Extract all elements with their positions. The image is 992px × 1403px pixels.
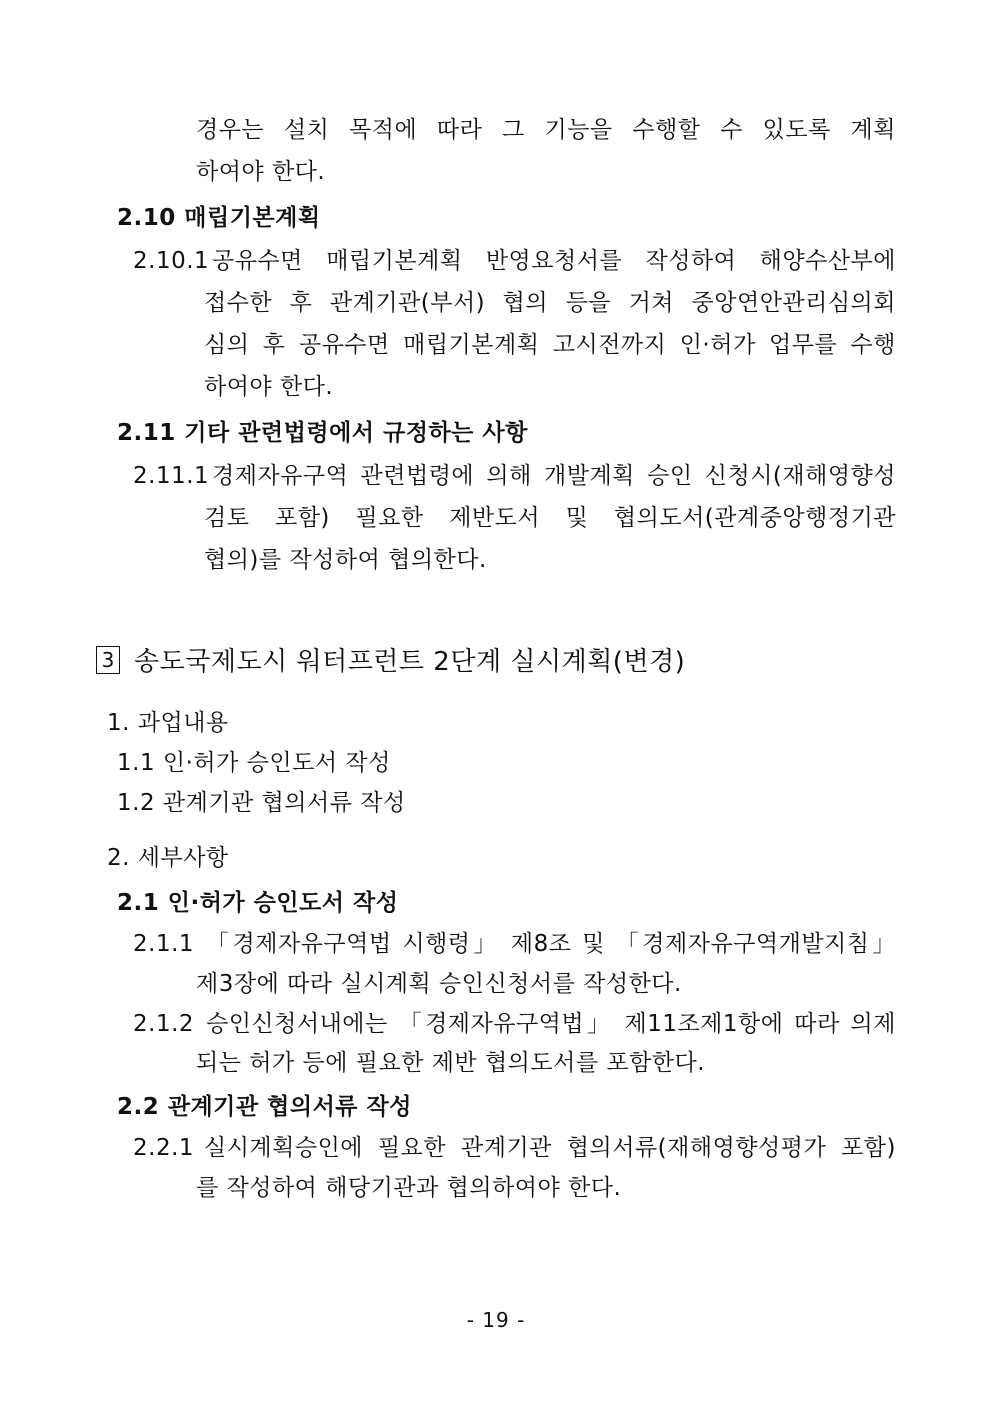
list-item: 2. 세부사항 xyxy=(107,845,229,871)
item-number: 2.1.2 xyxy=(133,1011,195,1037)
subsection-heading: 2.2 관계기관 협의서류 작성 xyxy=(117,1094,412,1120)
text-line: 경제자유구역 관련법령에 의해 개발계획 승인 신청시(재해영향성 xyxy=(212,463,896,489)
text-line: 「경제자유구역법 시행령」 제8조 및 「경제자유구역개발지침」 xyxy=(206,931,896,957)
text-line: 제3장에 따라 실시계획 승인신청서를 작성한다. xyxy=(196,971,682,997)
list-item: 1.2 관계기관 협의서류 작성 xyxy=(117,790,406,816)
text-line: 협의)를 작성하여 협의한다. xyxy=(204,547,487,573)
text-line: 경우는 설치 목적에 따라 그 기능을 수행할 수 있도록 계획 xyxy=(196,117,896,143)
section-number-box: 3 xyxy=(96,646,120,674)
item-number: 2.2.1 xyxy=(133,1135,195,1161)
section-title: 송도국제도시 워터프런트 2단계 실시계획(변경) xyxy=(134,647,686,677)
list-item: 1.1 인·허가 승인도서 작성 xyxy=(117,750,391,776)
list-item: 1. 과업내용 xyxy=(107,710,229,736)
subsection-heading: 2.10 매립기본계획 xyxy=(117,205,321,231)
item-number: 2.1.1 xyxy=(133,931,195,957)
text-line: 심의 후 공유수면 매립기본계획 고시전까지 인·허가 업무를 수행 xyxy=(204,332,896,358)
item-number: 2.10.1 xyxy=(133,248,210,274)
subsection-heading: 2.11 기타 관련법령에서 규정하는 사항 xyxy=(117,420,528,446)
text-line: 공유수면 매립기본계획 반영요청서를 작성하여 해양수산부에 xyxy=(212,248,896,274)
text-line: 승인신청서내에는 「경제자유구역법」 제11조제1항에 따라 의제 xyxy=(206,1011,896,1037)
page-number: - 19 - xyxy=(466,1308,526,1332)
section-heading xyxy=(96,645,685,679)
text-line: 되는 허가 등에 필요한 제반 협의도서를 포함한다. xyxy=(196,1050,706,1076)
subsection-heading: 2.1 인·허가 승인도서 작성 xyxy=(117,890,399,916)
item-number: 2.11.1 xyxy=(133,463,210,489)
text-line: 검토 포함) 필요한 제반도서 및 협의도서(관계중앙행정기관 xyxy=(204,505,896,531)
text-line: 접수한 후 관계기관(부서) 협의 등을 거쳐 중앙연안관리심의회 xyxy=(204,290,896,316)
text-line: 하여야 한다. xyxy=(204,374,334,400)
text-line: 를 작성하여 해당기관과 협의하여야 한다. xyxy=(196,1175,622,1201)
text-line: 하여야 한다. xyxy=(196,159,326,185)
text-line: 실시계획승인에 필요한 관계기관 협의서류(재해영향성평가 포함) xyxy=(204,1135,896,1161)
